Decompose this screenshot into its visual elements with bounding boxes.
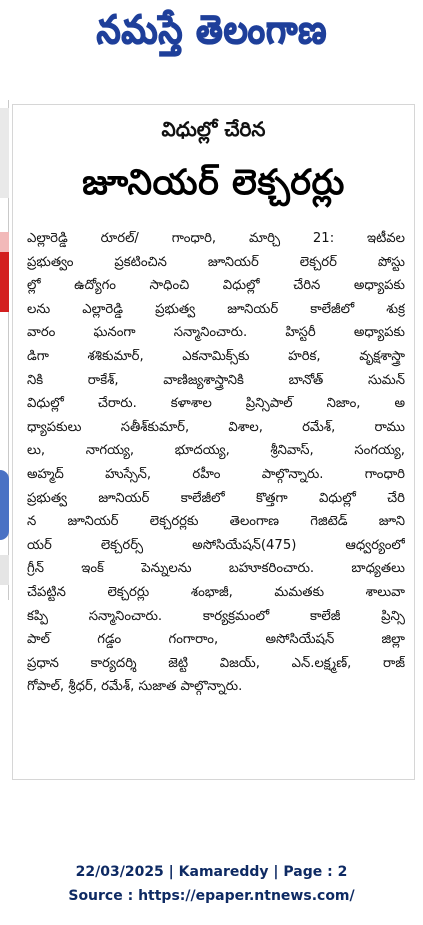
- article-body-line: ప్రభుత్వ జూనియర్ కాలేజీలో కొత్తగా విధుల్లో చేరి: [27, 490, 405, 506]
- footer-source: Source : https://epaper.ntnews.com/: [68, 888, 355, 904]
- article-body-line: న జూనియర్ లెక్చరర్లకు తెలంగాణ గెజిటెడ్ జూని: [27, 514, 405, 530]
- strip-mark: [0, 470, 9, 540]
- article-body: [27, 227, 405, 699]
- footer-date-edition-page: 22/03/2025 | Kamareddy | Page : 2: [75, 864, 348, 880]
- article-body-line: పాల్ గడ్డం గంగారాం, అసోసియేషన్ జిల్లా: [27, 632, 405, 648]
- article-body-line: గోపాల్, శ్రీధర్, రమేశ్, సుజాత పాల్గొన్నారు.: [27, 679, 243, 695]
- article-body-line: లు, నాగయ్య, భూదయ్య, శ్రీనివాస్, సంగయ్య,: [27, 443, 405, 459]
- article-body-line: ఎల్లారెడ్డి రూరల్/ గాంధారి, మార్చి 21: ఇటీవల: [27, 231, 405, 246]
- article-kicker: విధుల్లో చేరిన: [161, 117, 266, 141]
- strip-mark: [0, 252, 9, 312]
- article-body-line: విధుల్లో చేరారు. కళాశాల ప్రిన్సిపాల్ నిజాం, అ: [27, 396, 405, 412]
- article-body-line: లను ఎల్లారెడ్డి ప్రభుత్వ జూనియర్ కాలేజీలో శుక్ర: [27, 301, 405, 317]
- article-body-line: యర్ లెక్చరర్స్ అసోసియేషన్(475) ఆధ్వర్యంలో: [27, 537, 405, 553]
- article-body-line: గ్రీన్ ఇంక్ పెన్నులను బహూకరించారు. బాధ్యతలు: [27, 561, 405, 577]
- article-body-line: నికి రాకేశ్, వాణిజ్యశాస్త్రానికి బానోత్ సుమన్: [27, 372, 405, 388]
- article-body-line: ప్రధాన కార్యదర్శి జెట్టి విజయ్, ఎన్.లక్ష్మణ్, రాజ్: [27, 655, 405, 671]
- article-body-line: అహ్మద్ హుస్సేన్, రహీం పాల్గొన్నారు. గాంధారి: [27, 466, 405, 482]
- strip-mark: [0, 555, 9, 585]
- article-body-line: కప్పి సన్మానించారు. కార్యక్రమంలో కాలేజీ ప్రిన్సి: [27, 608, 405, 624]
- clipping-footer: [0, 860, 423, 908]
- strip-mark: [0, 108, 9, 198]
- masthead-title: నమస్తే తెలంగాణ: [96, 7, 328, 54]
- article-body-line: వారం ఘనంగా సన్మానించారు. హిస్టరీ అధ్యాపకు: [27, 325, 405, 341]
- adjacent-page-strip: [0, 100, 9, 600]
- article-body-line: ప్రభుత్వం ప్రకటించిన జూనియర్ లెక్చరర్ పోస్టు: [27, 254, 405, 270]
- article-body-line: డిగా శశికుమార్, ఎకనామిక్స్‌కు హరిక, వృక్షశాస్త్రా: [27, 348, 405, 364]
- article-body-line: ధ్యాపకులు సతీశ్‌కుమార్, విశాల, రమేశ్, రాము: [27, 419, 405, 435]
- article-body-line: ల్లో ఉద్యోగం సాధించి విధుల్లో చేరిన అధ్యాపకు: [27, 278, 405, 294]
- article-headline: జూనియర్ లెక్చరర్లు: [82, 163, 345, 203]
- article-body-line: చేపట్టిన లెక్చరర్లు శంభాజీ, మమతకు శాలువా: [27, 584, 405, 600]
- newspaper-masthead: [22, 6, 402, 64]
- news-article: [12, 104, 415, 780]
